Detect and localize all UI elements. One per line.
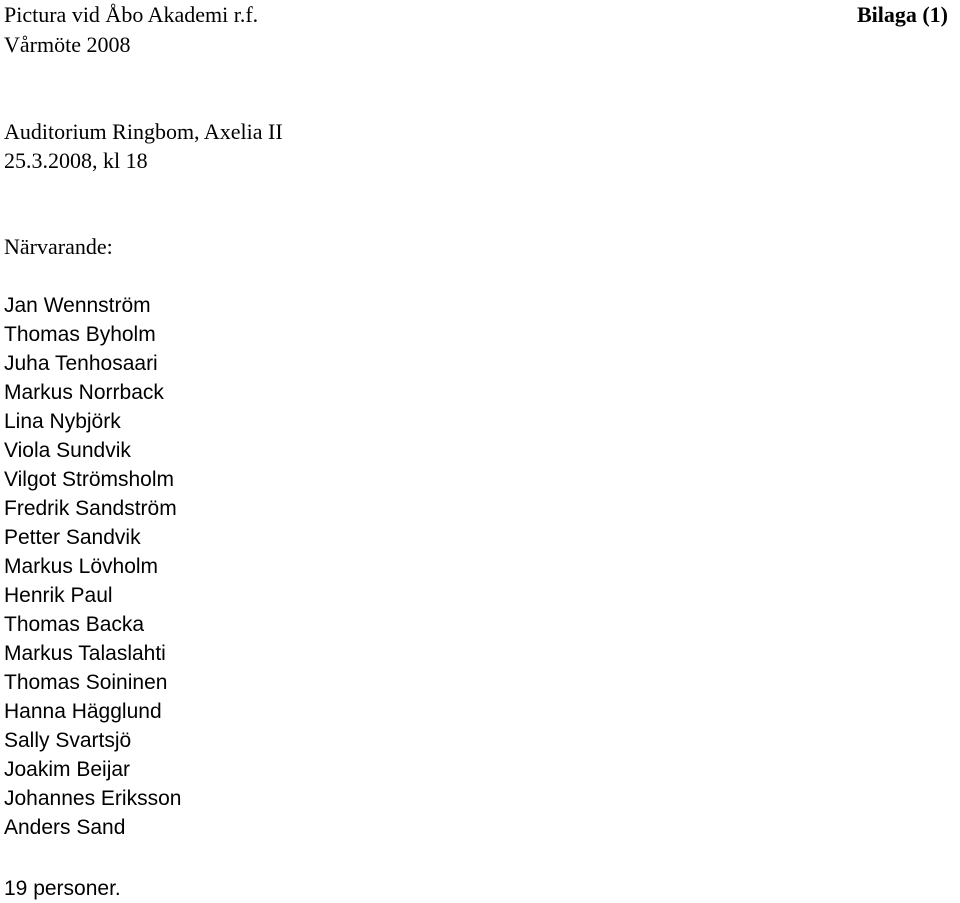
- attendee-list: [4, 291, 181, 842]
- meeting-date-time: 25.3.2008, kl 18: [4, 148, 148, 173]
- attendee-name: Hanna Hägglund: [4, 700, 162, 723]
- attendee-name: Thomas Soininen: [4, 671, 168, 694]
- attendee-name: Markus Lövholm: [4, 555, 159, 578]
- attendee-name: Jan Wennström: [4, 294, 151, 317]
- attendee-name: Thomas Backa: [4, 613, 145, 636]
- attendance-heading: Närvarande:: [4, 234, 113, 259]
- attendee-name: Fredrik Sandström: [4, 497, 177, 520]
- appendix-label: Bilaga (1): [856, 2, 948, 27]
- attendee-name: Henrik Paul: [4, 584, 113, 607]
- attendee-total: 19 personer.: [4, 877, 121, 900]
- attendee-name: Vilgot Strömsholm: [4, 468, 175, 491]
- attendee-name: Viola Sundvik: [4, 439, 131, 462]
- attendee-name: Johannes Eriksson: [4, 787, 182, 810]
- meeting-title: Vårmöte 2008: [4, 32, 131, 57]
- attendee-name: Lina Nybjörk: [4, 410, 121, 433]
- attendee-name: Markus Talaslahti: [4, 642, 166, 665]
- attendee-name: Sally Svartsjö: [4, 729, 132, 752]
- attendee-name: Petter Sandvik: [4, 526, 141, 549]
- attendee-name: Anders Sand: [4, 816, 126, 839]
- organization-name: Pictura vid Åbo Akademi r.f.: [4, 2, 259, 27]
- attendee-name: Thomas Byholm: [4, 323, 156, 346]
- meeting-location: Auditorium Ringbom, Axelia II: [4, 119, 283, 144]
- attendee-name: Joakim Beijar: [4, 758, 131, 781]
- attendee-name: Juha Tenhosaari: [4, 352, 158, 375]
- attendee-name: Markus Norrback: [4, 381, 164, 404]
